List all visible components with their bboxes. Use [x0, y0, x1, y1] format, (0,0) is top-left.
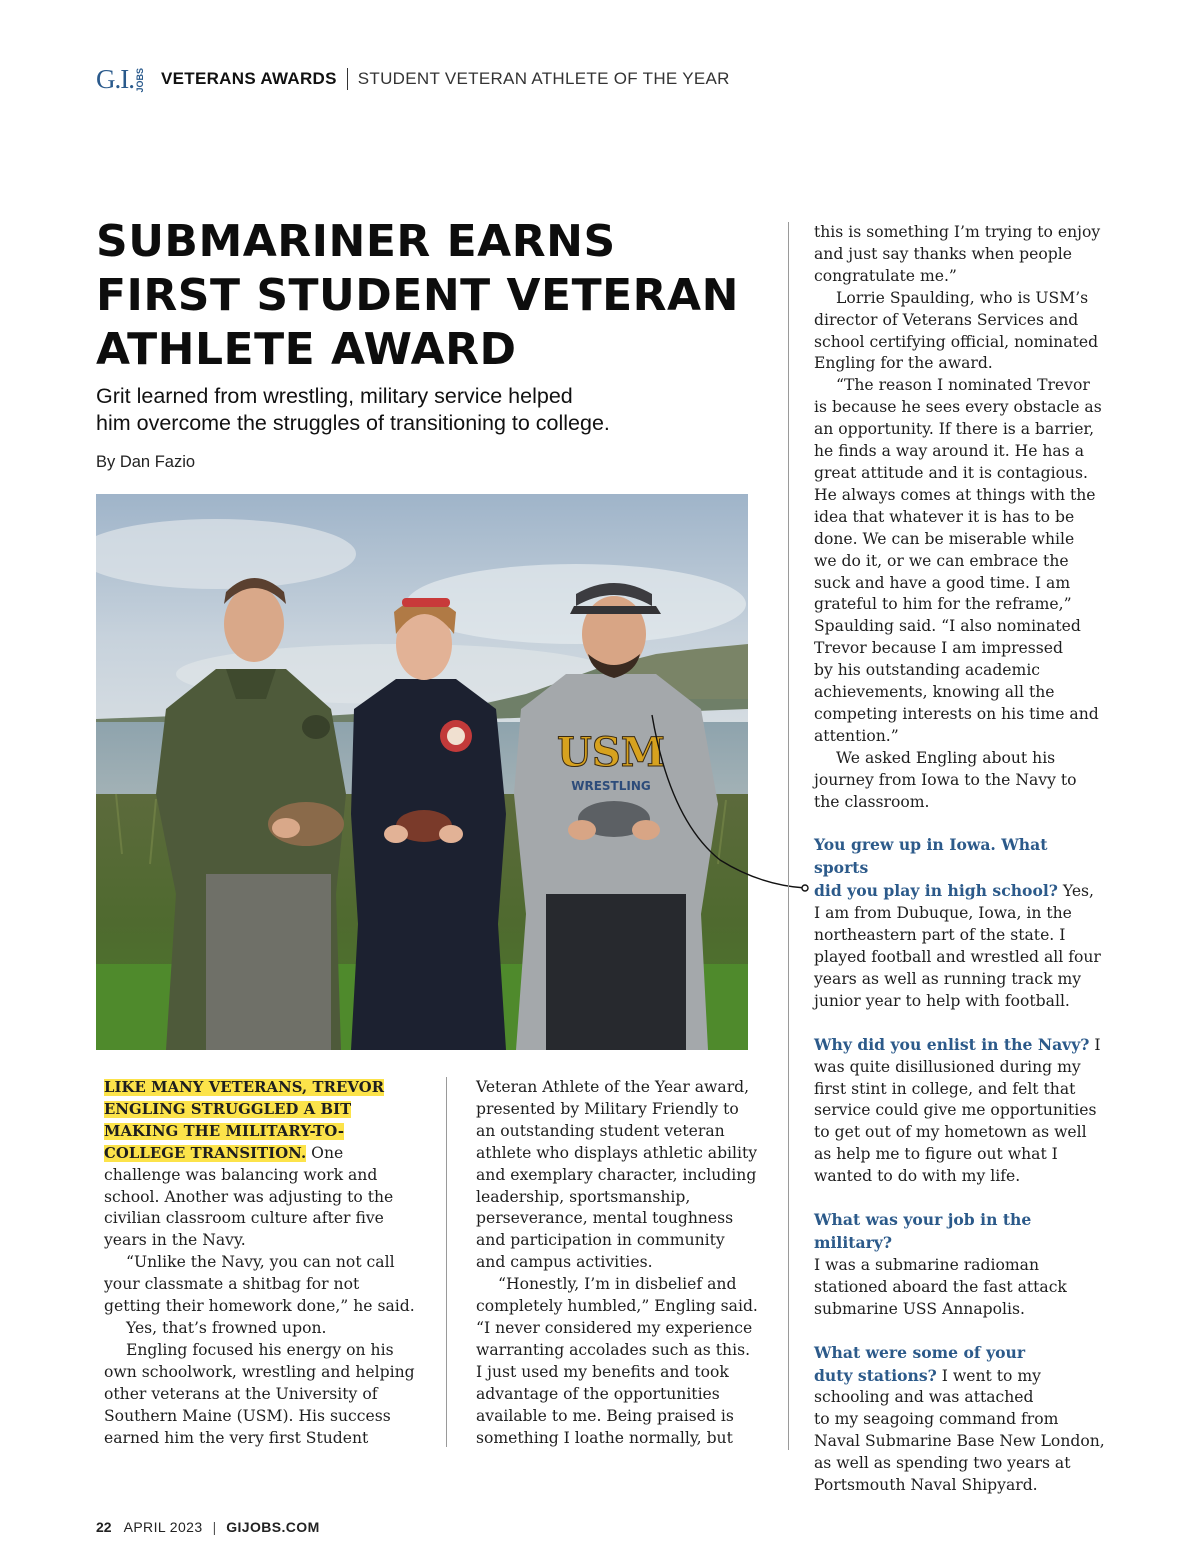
qa-question: Why did you enlist in the Navy?: [814, 1034, 1090, 1054]
footer-separator: |: [212, 1519, 217, 1535]
body-paragraph: We asked Engling about his journey from Iowa to the Navy to the classroom.: [814, 748, 1077, 811]
website-link[interactable]: GIJOBS.COM: [226, 1519, 320, 1535]
body-paragraph: Veteran Athlete of the Year award, presented by Military Friendly to an outstanding student veteran athlete who displays athletic ability and exemplary character, including leadership, sportsmanship, perseverance, mental toughness and participation in community and campus activities.: [476, 1078, 758, 1272]
body-paragraph: Engling focused his energy on his own schoolwork, wrestling and helping other veterans at the University of Southern Maine (USM). His success earned him the very first Student: [104, 1340, 415, 1447]
body-paragraph: “The reason I nominated Trevor is because he sees every obstacle as an opportunity. If there is a barrier, he finds a way around it. He has a great attitude and it is contagious. He always comes at things with the idea that whatever it is has to be done. We can be miserable while we do it, or we can embrace the suck and have a good time. I am grateful to him for the reframe,” Spaulding said. “I also nominated Trevor because I am impressed by his outstanding academic achievements, knowing all the competing interests on his time and attention.”: [814, 376, 1102, 745]
headline-line: FIRST STUDENT VETERAN: [96, 270, 739, 321]
page-footer: [96, 1519, 320, 1535]
qa-item: You grew up in Iowa. What sports did you play in high school? Yes, I am from Dubuque, Iowa, in the northeastern part of the state. I played football and wrestled all four years as well as running track my junior year to help with football.: [814, 835, 1101, 1010]
body-paragraph: this is something I’m trying to enjoy and just say thanks when people congratulate me.”: [814, 223, 1101, 285]
body-paragraph: Yes, that’s frowned upon.: [126, 1318, 327, 1337]
qa-item: What were some of your duty stations? I went to my schooling and was attached to my seagoing command from Naval Submarine Base New London, as well as spending two years at Portsmouth Naval Shipyard.: [814, 1342, 1105, 1495]
lead-line: MAKING THE MILITARY-TO-: [104, 1122, 345, 1140]
lead-line: LIKE MANY VETERANS, TREVOR: [104, 1079, 385, 1096]
qa-item: Why did you enlist in the Navy? I was quite disillusioned during my first stint in college, and felt that service could give me opportunities to get out of my hometown as well as help me to figure out what I wanted to do with my life.: [814, 1034, 1101, 1186]
qa-question: What were some of your: [814, 1342, 1026, 1362]
body-paragraph: “Honestly, I’m in disbelief and completely humbled,” Engling said. “I never considered my experience warranting accolades such as this. I just used my benefits and took advantage of the opportunities available to me. Being praised is something I loathe normally, but: [476, 1275, 758, 1447]
lead-line: ENGLING STRUGGLED A BIT: [104, 1100, 352, 1118]
header-divider: [347, 68, 348, 90]
headline-line: SUBMARINER EARNS: [96, 216, 616, 267]
logo-text: G.I.: [96, 63, 134, 94]
masthead: [96, 62, 730, 96]
wrestling-text: WRESTLING: [571, 779, 651, 793]
deck-line: him overcome the struggles of transitioning to college.: [96, 411, 610, 435]
column-divider: [788, 222, 789, 1450]
qa-question: duty stations?: [814, 1365, 937, 1385]
qa-question: What was your job in the military?: [814, 1210, 1032, 1252]
byline: By Dan Fazio: [96, 453, 196, 471]
lead-line: COLLEGE TRANSITION.: [104, 1144, 307, 1162]
callout-pointer: [640, 700, 820, 900]
gi-jobs-logo[interactable]: [96, 63, 145, 94]
qa-item: What was your job in the military? I was a submarine radioman stationed aboard the fast attack submarine USS Annapolis.: [814, 1210, 1067, 1318]
qa-question: did you play in high school?: [814, 881, 1058, 901]
body-paragraph: “Unlike the Navy, you can not call your classmate a shitbag for not getting their homework done,” he said.: [104, 1253, 415, 1316]
logo-subtext: JOBS: [135, 67, 145, 93]
article-headline: [96, 215, 776, 377]
section-label: VETERANS AWARDS: [161, 69, 337, 88]
body-column-3: [814, 222, 1106, 1497]
lead-paragraph: LIKE MANY VETERANS, TREVOR ENGLING STRUGGLED A BIT MAKING THE MILITARY-TO- COLLEGE TRANSITION. One challenge was balancing work and school. Another was adjusting to the civilian classroom culture after five years in the Navy.: [104, 1079, 394, 1250]
body-column-2: [476, 1077, 766, 1449]
body-column-1: [104, 1077, 422, 1449]
page-number: 22: [96, 1519, 112, 1535]
deck-line: Grit learned from wrestling, military service helped: [96, 384, 573, 408]
subsection-label: STUDENT VETERAN ATHLETE OF THE YEAR: [357, 69, 730, 88]
issue-date: APRIL 2023: [123, 1519, 203, 1535]
usm-logo-text: USM: [556, 729, 666, 776]
headline-line: ATHLETE AWARD: [96, 324, 517, 375]
column-divider: [446, 1077, 447, 1447]
article-deck: [96, 383, 756, 437]
body-paragraph: Lorrie Spaulding, who is USM’s director of Veterans Services and school certifying official, nominated Engling for the award.: [814, 288, 1099, 373]
qa-question: You grew up in Iowa. What sports: [814, 835, 1048, 878]
